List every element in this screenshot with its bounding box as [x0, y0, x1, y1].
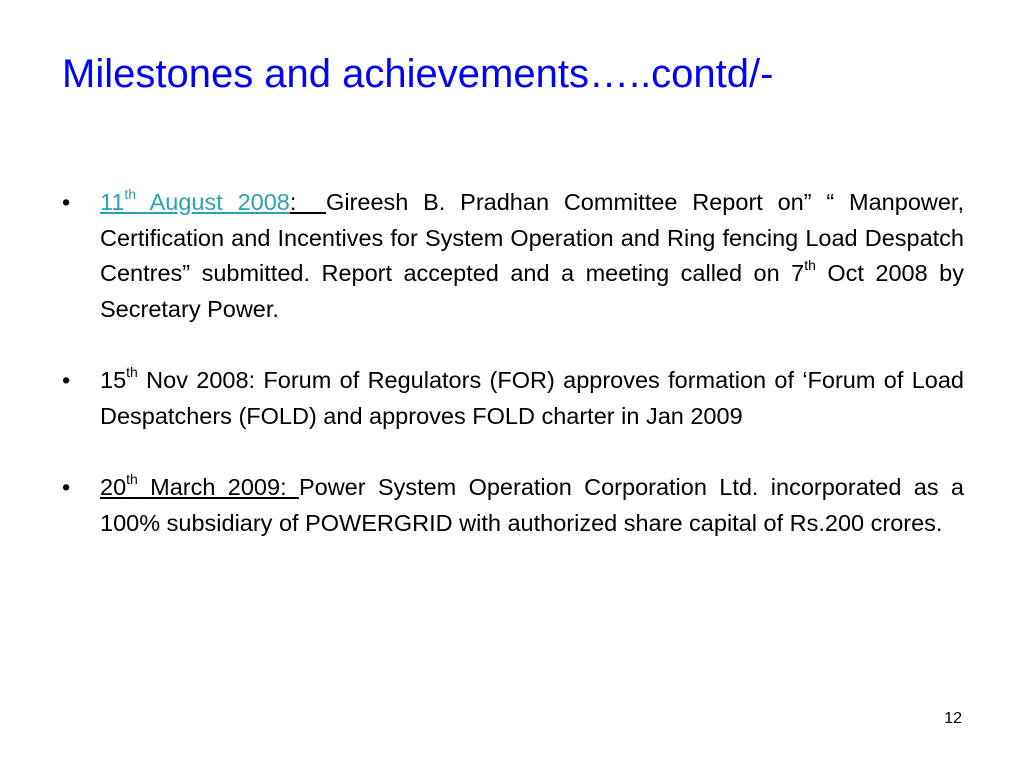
- bullet-marker: •: [62, 189, 71, 215]
- item-text: Gireesh B. Pradhan Committee Report on” “ Manpower, Certification and Incentives for System Operation and Ring fencing Load Despatch Centres” submitted. Report accepted and a meeting called on 7: [100, 189, 964, 286]
- page-number: 12: [944, 710, 962, 727]
- bullet-marker: •: [62, 474, 71, 500]
- date-rest: March 2009:: [137, 474, 299, 500]
- list-item: [62, 185, 964, 327]
- date-day: 15: [100, 367, 127, 393]
- item-text-end: Oct 2008 by Secretary Power.: [100, 260, 964, 322]
- date-separator: :: [289, 189, 327, 215]
- ordinal-suffix: th: [804, 257, 816, 274]
- date-label-20-march-2009: [100, 471, 299, 500]
- date-suffix: th: [126, 364, 138, 381]
- date-suffix: th: [124, 186, 137, 203]
- date-rest: August 2008: [136, 189, 290, 215]
- date-day: 11: [100, 189, 125, 215]
- list-item: [62, 470, 964, 541]
- date-day: 20: [100, 474, 127, 500]
- item-text: Nov 2008: Forum of Regulators (FOR) approves formation of ‘Forum of Load Despatchers (FOLD) and approves FOLD charter in Jan 2009: [100, 367, 964, 429]
- slide-title: Milestones and achievements…..contd/-: [62, 52, 774, 96]
- date-suffix: th: [126, 471, 138, 488]
- bullet-list: [62, 185, 964, 541]
- list-item: [62, 363, 964, 434]
- item-text: Power System Operation Corporation Ltd. incorporated as a 100% subsidiary of POWERGRID with authorized share capital of Rs.200 crores.: [100, 474, 964, 536]
- bullet-marker: •: [62, 367, 71, 393]
- date-link-11-august-2008[interactable]: [100, 186, 290, 215]
